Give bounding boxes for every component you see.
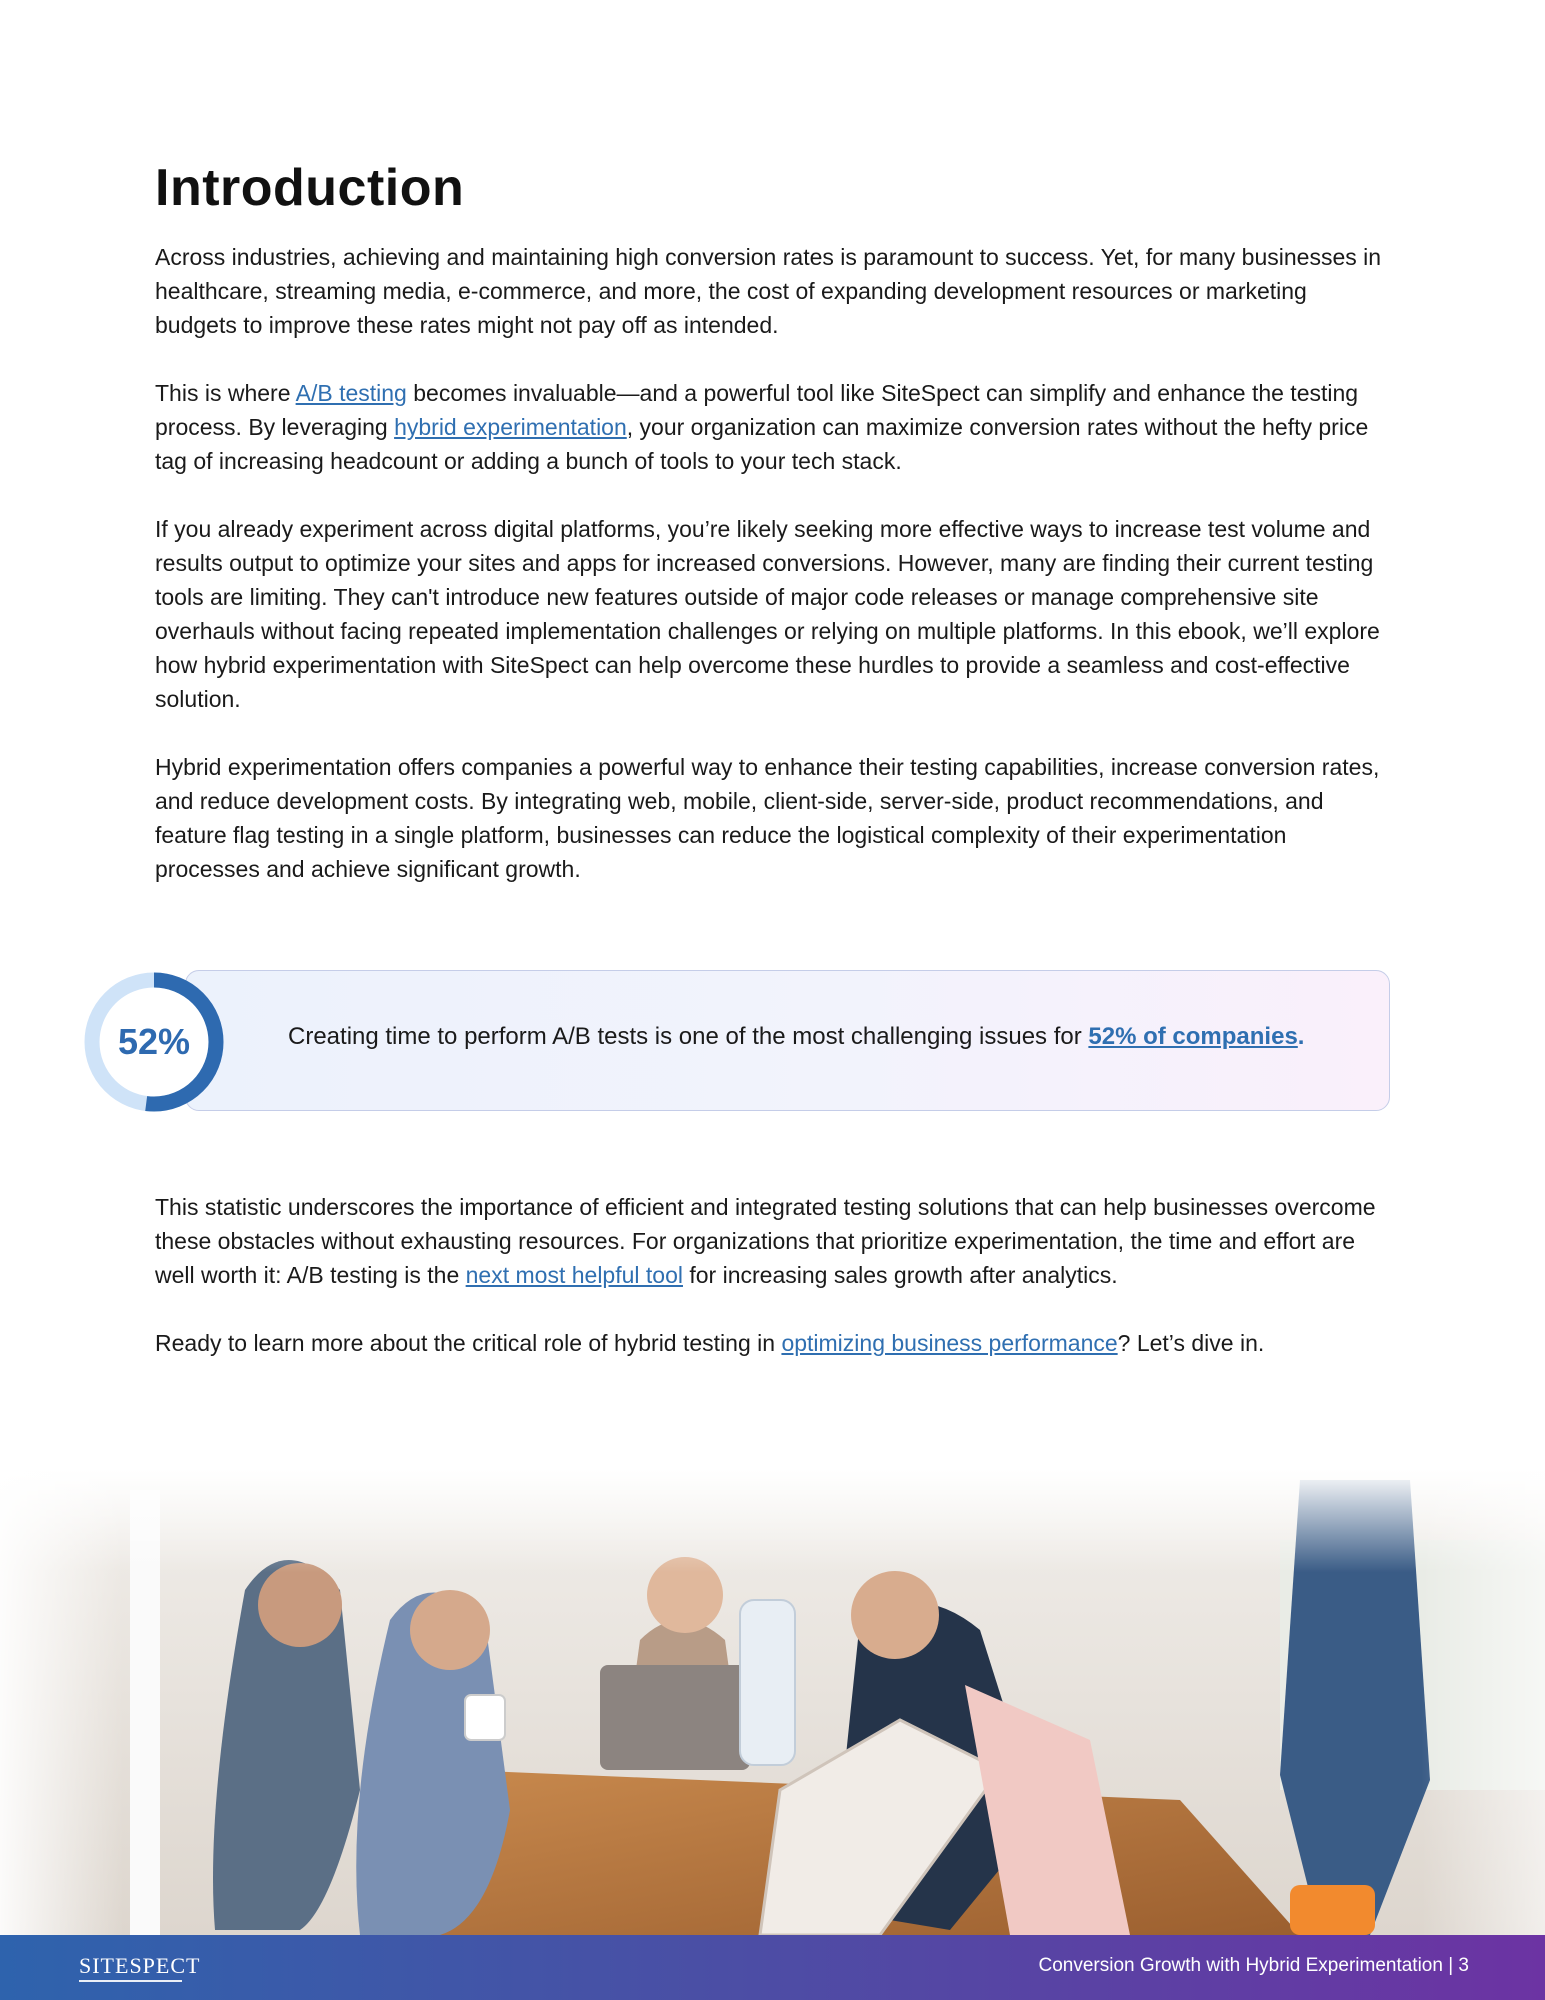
stat-text-end: . (1297, 1023, 1305, 1050)
text-span: This is where (155, 380, 296, 406)
intro-paragraph-2 (155, 376, 1395, 478)
followup-paragraph-2 (155, 1326, 1395, 1360)
text-span: for increasing sales growth after analytics. (682, 1262, 1118, 1288)
sitespect-logo: SITESPECT (79, 1953, 201, 1978)
helpful-tool-link[interactable]: next most helpful tool (465, 1262, 683, 1288)
team-photo (0, 1470, 1545, 1935)
text-span: This statistic underscores the importance of efficient and integrated testing solutions that can help businesses overcome these obstacles without exhausting resources. For organizations that prioritize experimentation, the time and effort are well worth it: A/B testing is the (155, 1194, 1376, 1288)
stat-callout-box (185, 970, 1390, 1111)
text-span: , your organization can maximize conversion rates without the hefty price tag of increasing headcount or adding a bunch of tools to your tech stack. (155, 414, 1369, 474)
intro-paragraph-4: Hybrid experimentation offers companies a powerful way to enhance their testing capabilities, increase conversion rates, and reduce development costs. By integrating web, mobile, client-side, server-side, product recommendations, and feature flag testing in a single platform, businesses can reduce the logistical complexity of their experimentation processes and achieve significant growth. (155, 754, 1380, 882)
stat-text (288, 1023, 1304, 1051)
page-title: Introduction (155, 159, 465, 217)
ab-testing-link[interactable]: A/B testing (295, 380, 407, 406)
intro-section (155, 150, 1395, 920)
stat-text-body: Creating time to perform A/B tests is one of the most challenging issues for (288, 1023, 1089, 1050)
intro-paragraph-1: Across industries, achieving and maintaining high conversion rates is paramount to success. Yet, for many businesses in healthcare, streaming media, e-commerce, and more, the cost of expanding development resources or marketing budgets to improve these rates might not pay off as intended. (155, 244, 1382, 338)
text-span: Ready to learn more about the critical role of hybrid testing in (155, 1330, 782, 1356)
page-footer (0, 1935, 1545, 2000)
hybrid-experimentation-link[interactable]: hybrid experimentation (394, 414, 627, 440)
followup-section (155, 1190, 1395, 1394)
followup-paragraph-1 (155, 1190, 1395, 1292)
text-span: ? Let’s dive in. (1117, 1330, 1265, 1356)
text-span: becomes invaluable—and a powerful tool like SiteSpect can simplify and enhance the testing process. By leveraging (155, 380, 1359, 440)
logo-underline (79, 1980, 182, 1982)
business-performance-link[interactable]: optimizing business performance (781, 1330, 1118, 1356)
percent-label: 52% (117, 1021, 191, 1062)
photo-side-fade (0, 1470, 1545, 1935)
stat-source-link[interactable]: 52% of companies (1088, 1023, 1298, 1050)
footer-doc-title: Conversion Growth with Hybrid Experimentation | 3 (1038, 1955, 1469, 1976)
percent-donut (82, 970, 226, 1114)
intro-paragraph-3: If you already experiment across digital platforms, you’re likely seeking more effective ways to increase test volume and results output to optimize your sites and apps for increased conversions. However, many are finding their current testing tools are limiting. They can't introduce new features outside of major code releases or manage comprehensive site overhauls without facing repeated implementation challenges or relying on multiple platforms. In this ebook, we’ll explore how hybrid experimentation with SiteSpect can help overcome these hurdles to provide a seamless and cost-effective solution. (155, 516, 1380, 712)
team-photo-illustration (0, 1470, 1545, 1935)
